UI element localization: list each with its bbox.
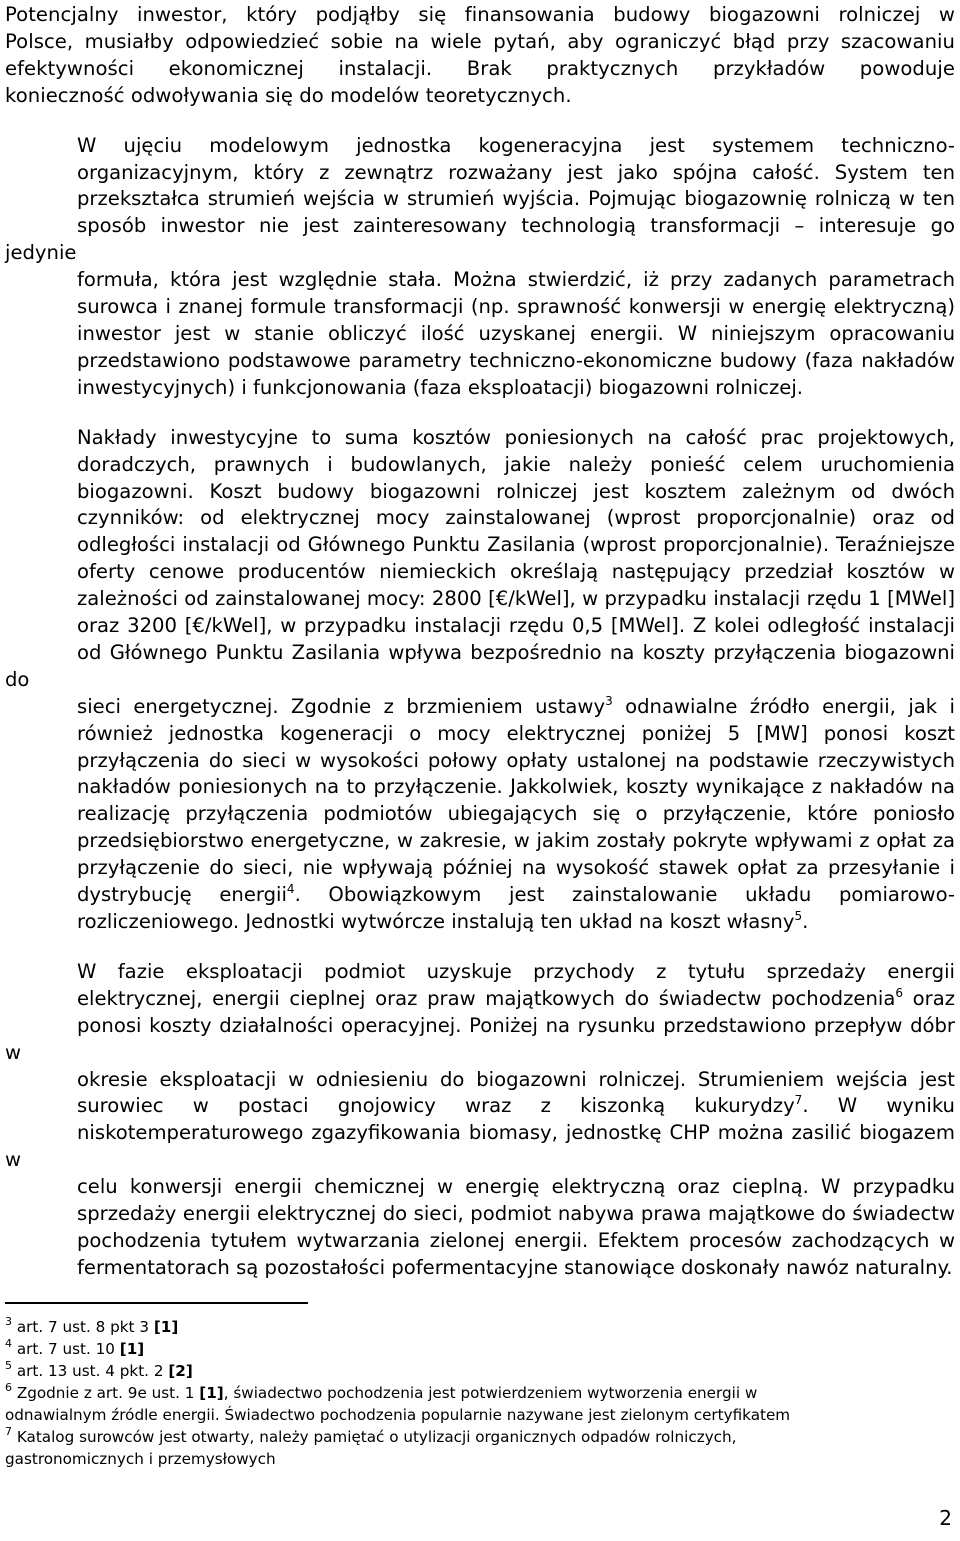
text-line (5, 986, 955, 1013)
text-line: przyłączenie do sieci, nie wpływają później na wysokość stawek opłat za przesyłanie i (77, 856, 955, 880)
footnote (5, 1382, 955, 1404)
text-line: Potencjalny inwestor, który podjąłby się finansowania budowy biogazowni rolniczej w (5, 3, 955, 26)
text-line: odległości instalacji od Głównego Punktu Zasilania (wprost proporcjonalnie). Teraźniejsze (77, 533, 955, 557)
text-line: przedsiębiorstwo energetyczne, w zakresie, w jakim zostały pokryte wpływami z opłat za (77, 829, 955, 853)
text-line: doradczych, prawnych i budowlanych, jakie należy ponieść celem uruchomienia (77, 452, 955, 476)
text-line: sposób inwestor nie jest zainteresowany technologią transformacji – interesuje go jedynie (5, 214, 955, 265)
footnote-text: art. 7 ust. 10 (16, 1340, 120, 1358)
footnote (5, 1426, 955, 1448)
text-fragment: rozliczeniowego. Jednostki wytwórcze instalują ten układ na koszt własny (77, 910, 795, 933)
paragraph-model (5, 133, 955, 402)
footnote (5, 1360, 955, 1382)
document-page (5, 0, 955, 1282)
footnote-number: 5 (5, 1359, 12, 1372)
footnote-ref: 5 (794, 909, 803, 923)
text-line: okresie eksploatacji w odniesieniu do biogazowni rolniczej. Strumieniem wejścia jest (77, 1067, 955, 1091)
text-line: niskotemperaturowego zgazyfikowania biomasy, jednostkę CHP można zasilić biogazem w (5, 1121, 955, 1172)
text-line: również jednostka kogeneracji o mocy elektrycznej poniżej 5 [MW] ponosi koszt (77, 721, 955, 745)
footnote-number: 6 (5, 1381, 12, 1394)
footnote-ref: 4 (286, 882, 295, 897)
text-line: biogazowni. Koszt budowy biogazowni rolniczej jest kosztem zależnym od dwóch (77, 479, 955, 503)
footnote-ref: 7 (794, 1093, 803, 1108)
text-line: oferty cenowe producentów niemieckich określają następujący przedział kosztów w (77, 560, 955, 584)
text-line: formuła, która jest względnie stała. Można stwierdzić, iż przy zadanych parametrach (77, 268, 955, 292)
footnote-text: Katalog surowców jest otwarty, należy pamiętać o utylizacji organicznych odpadów rolniczych, (16, 1428, 737, 1446)
text-fragment: elektrycznej, energii cieplnej oraz praw majątkowych do świadectw pochodzenia (77, 986, 896, 1010)
text-line (5, 909, 955, 936)
text-line: organizacyjnym, który z zewnątrz rozważany jest jako spójna całość. System ten (77, 160, 955, 184)
text-line (5, 1093, 955, 1120)
text-line: przekształca strumień wejścia w strumień wyjścia. Pojmując biogazownię rolniczą w ten (77, 187, 955, 211)
paragraph-operation (5, 959, 955, 1282)
footnote-text: odnawialnym źródle energii. Świadectwo pochodzenia popularnie nazywane jest zielonym certyfikatem (5, 1406, 791, 1424)
footnote (5, 1316, 955, 1338)
footnote-citation: [1] (119, 1340, 145, 1358)
footnote-citation: [2] (168, 1362, 193, 1380)
footnote-number: 4 (5, 1337, 12, 1350)
footnote-ref: 6 (895, 985, 903, 1000)
text-line: fermentatorach są pozostałości pofermentacyjne stanowiące doskonały nawóz naturalny. (77, 1255, 953, 1279)
text-line: W fazie eksploatacji podmiot uzyskuje przychody z tytułu sprzedaży energii (77, 959, 955, 983)
text-line: nakładów poniesionych na to przyłączenie. Jakkolwiek, koszty wynikające z nakładów na (77, 775, 955, 799)
text-line: oraz 3200 [€/kWel], w przypadku instalacji rzędu 0,5 [MWel]. Z kolei odległość instalacji (77, 614, 955, 638)
text-fragment: oraz (902, 986, 955, 1010)
text-line: realizację przyłączenia podmiotów ubiegających się o przyłączenie, które poniosło (77, 802, 955, 826)
footnote-ref: 3 (605, 693, 613, 708)
text-fragment: . (802, 910, 809, 933)
text-line: od Głównego Punktu Zasilania wpływa bezpośrednio na koszty przyłączenia biogazowni do (5, 640, 955, 691)
footnote-citation: [1] (153, 1318, 179, 1336)
footnote-continuation (5, 1448, 955, 1470)
text-line: surowca i znanej formule transformacji (np. sprawność konwersji w energię elektryczną) (77, 295, 955, 319)
text-line: przedstawiono podstawowe parametry techniczno-ekonomiczne budowy (faza nakładów (77, 348, 955, 372)
paragraph-intro (5, 0, 955, 110)
footnote-text: art. 7 ust. 8 pkt 3 (16, 1318, 154, 1336)
text-line: zależności od zainstalowanej mocy: 2800 [€/kWel], w przypadku instalacji rzędu 1 [MWel] (77, 587, 955, 611)
text-line: inwestor jest w stanie obliczyć ilość uzyskanej energii. W niniejszym opracowaniu (77, 321, 955, 345)
text-line: ponosi koszty działalności operacyjnej. Poniżej na rysunku przedstawiono przepływ dóbr w (5, 1013, 955, 1064)
text-line: pochodzenia tytułem wytwarzania zielonej energii. Efektem procesów zachodzących w (77, 1228, 955, 1252)
footnotes (5, 1316, 955, 1470)
footnote-text-rest: , świadectwo pochodzenia jest potwierdzeniem wytworzenia energii w (223, 1384, 758, 1402)
text-fragment: odnawialne źródło energii, jak i (612, 694, 955, 718)
text-fragment: sieci energetycznej. Zgodnie z brzmieniem ustawy (77, 694, 606, 718)
text-line (5, 882, 955, 909)
text-line: Polsce, musiałby odpowiedzieć sobie na wiele pytań, aby ograniczyć błąd przy szacowaniu (5, 29, 955, 53)
paragraph-investment (5, 425, 955, 936)
text-fragment: . Obowiązkowym jest zainstalowanie układu pomiarowo- (294, 883, 955, 907)
text-line: celu konwersji energii chemicznej w energię elektryczną oraz cieplną. W przypadku (77, 1175, 955, 1199)
text-line: inwestycyjnych) i funkcjonowania (faza eksploatacji) biogazowni rolniczej. (77, 375, 803, 399)
text-line: sprzedaży energii elektrycznej do sieci, podmiot nabywa prawa majątkowe do świadectw (77, 1202, 955, 1226)
text-line: efektywności ekonomicznej instalacji. Brak praktycznych przykładów powoduje (5, 56, 955, 80)
text-line: przyłączenia do sieci w wysokości połowy opłaty ustalonej na podstawie rzeczywistych (77, 748, 955, 772)
page-number: 2 (939, 1506, 952, 1530)
text-fragment: dystrybucję energii (77, 883, 287, 907)
text-fragment: . W wyniku (802, 1094, 955, 1118)
footnote-citation: [1] (199, 1384, 224, 1402)
footnote-number: 7 (5, 1425, 12, 1438)
footnote-separator (5, 1302, 308, 1304)
text-fragment: surowiec w postaci gnojowicy wraz z kiszonką kukurydzy (77, 1094, 795, 1118)
footnote-text: gastronomicznych i przemysłowych (5, 1450, 276, 1468)
footnote-continuation (5, 1404, 955, 1426)
footnote-text: Zgodnie z art. 9e ust. 1 (16, 1384, 200, 1402)
footnote-text: art. 13 ust. 4 pkt. 2 (16, 1362, 169, 1380)
text-line: czynników: od elektrycznej mocy zainstalowanej (wprost proporcjonalnie) oraz od (77, 506, 955, 530)
text-line: W ujęciu modelowym jednostka kogeneracyjna jest systemem techniczno- (77, 133, 955, 157)
footnote (5, 1338, 955, 1360)
text-line: Nakłady inwestycyjne to suma kosztów poniesionych na całość prac projektowych, (77, 425, 955, 449)
text-line: konieczność odwoływania się do modelów teoretycznych. (5, 83, 572, 107)
footnote-number: 3 (5, 1315, 12, 1328)
text-line (5, 694, 955, 721)
